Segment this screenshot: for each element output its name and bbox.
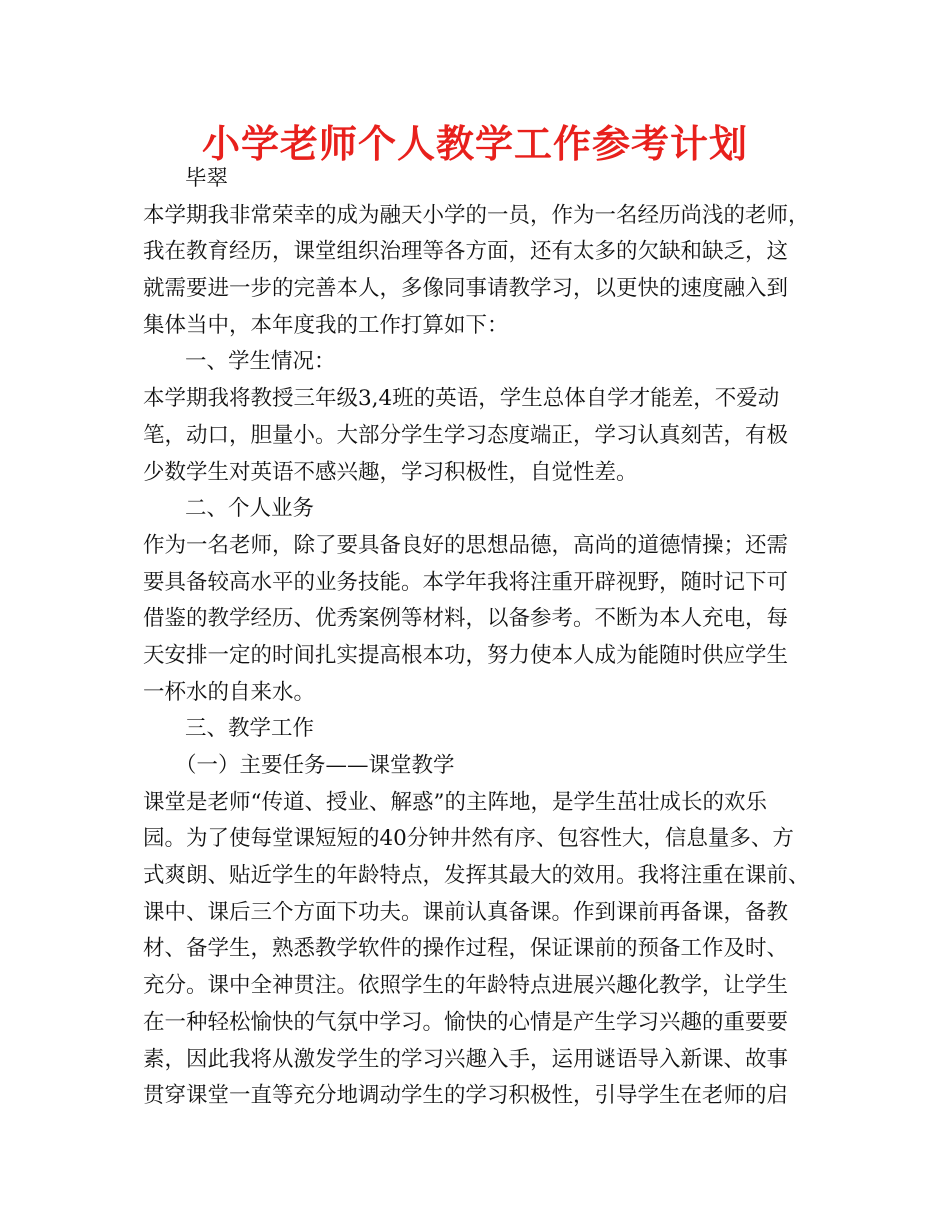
document-title: 小学老师个人教学工作参考计划 xyxy=(201,122,748,166)
subsection-heading-classroom: （一）主要任务——课堂教学 xyxy=(175,753,455,778)
paragraph-line: 本学期我非常荣幸的成为融天小学的一员，作为一名经历尚浅的老师， xyxy=(143,202,810,228)
paragraph-line: 素，因此我将从激发学生的学习兴趣入手，运用谜语导入新课、故事 xyxy=(143,1046,789,1072)
paragraph-line: 在一种轻松愉快的气氛中学习。愉快的心情是产生学习兴趣的重要要 xyxy=(143,1009,789,1035)
paragraph-line: 天安排一定的时间扎实提高根本功，努力使本人成为能随时供应学生 xyxy=(143,642,789,668)
section-heading-students: 一、学生情况： xyxy=(185,349,336,375)
section-heading-teaching: 三、教学工作 xyxy=(185,716,315,742)
paragraph-line: 一杯水的自来水。 xyxy=(143,679,316,705)
section-heading-personal: 二、个人业务 xyxy=(185,496,315,522)
document-body xyxy=(143,161,843,1115)
paragraph-line: 我在教育经历，课堂组织治理等各方面，还有太多的欠缺和缺乏，这 xyxy=(143,239,789,265)
paragraph-line: 本学期我将教授三年级3,4班的英语，学生总体自学才能差，不爱动 xyxy=(143,386,780,412)
paragraph-line: 作为一名老师，除了要具备良好的思想品德，高尚的道德情操；还需 xyxy=(143,532,789,558)
paragraph-line: 借鉴的教学经历、优秀案例等材料，以备参考。不断为本人充电，每 xyxy=(143,606,789,632)
paragraph-line: 材、备学生，熟悉教学软件的操作过程，保证课前的预备工作及时、 xyxy=(143,936,789,962)
paragraph-line: 笔，动口，胆量小。大部分学生学习态度端正，学习认真刻苦，有极 xyxy=(143,422,789,448)
paragraph-line: 课中、课后三个方面下功夫。课前认真备课。作到课前再备课，备教 xyxy=(143,899,789,925)
paragraph-line: 少数学生对英语不感兴趣，学习积极性，自觉性差。 xyxy=(143,459,638,485)
paragraph-line: 就需要进一步的完善本人，多像同事请教学习，以更快的速度融入到 xyxy=(143,276,789,302)
paragraph-line: 园。为了使每堂课短短的40分钟井然有序、包容性大，信息量多、方 xyxy=(143,826,794,852)
paragraph-line: 课堂是老师“传道、授业、解惑”的主阵地，是学生茁壮成长的欢乐 xyxy=(143,789,767,815)
paragraph-line: 要具备较高水平的业务技能。本学年我将注重开辟视野，随时记下可 xyxy=(143,569,789,595)
paragraph-line: 贯穿课堂一直等充分地调动学生的学习积极性，引导学生在老师的启 xyxy=(143,1083,789,1109)
paragraph-line: 集体当中，本年度我的工作打算如下： xyxy=(143,312,509,338)
author-name: 毕翠 xyxy=(185,166,229,191)
paragraph-line: 式爽朗、贴近学生的年龄特点，发挥其最大的效用。我将注重在课前、 xyxy=(143,863,810,889)
paragraph-line: 充分。课中全神贯注。依照学生的年龄特点进展兴趣化教学，让学生 xyxy=(143,973,789,999)
